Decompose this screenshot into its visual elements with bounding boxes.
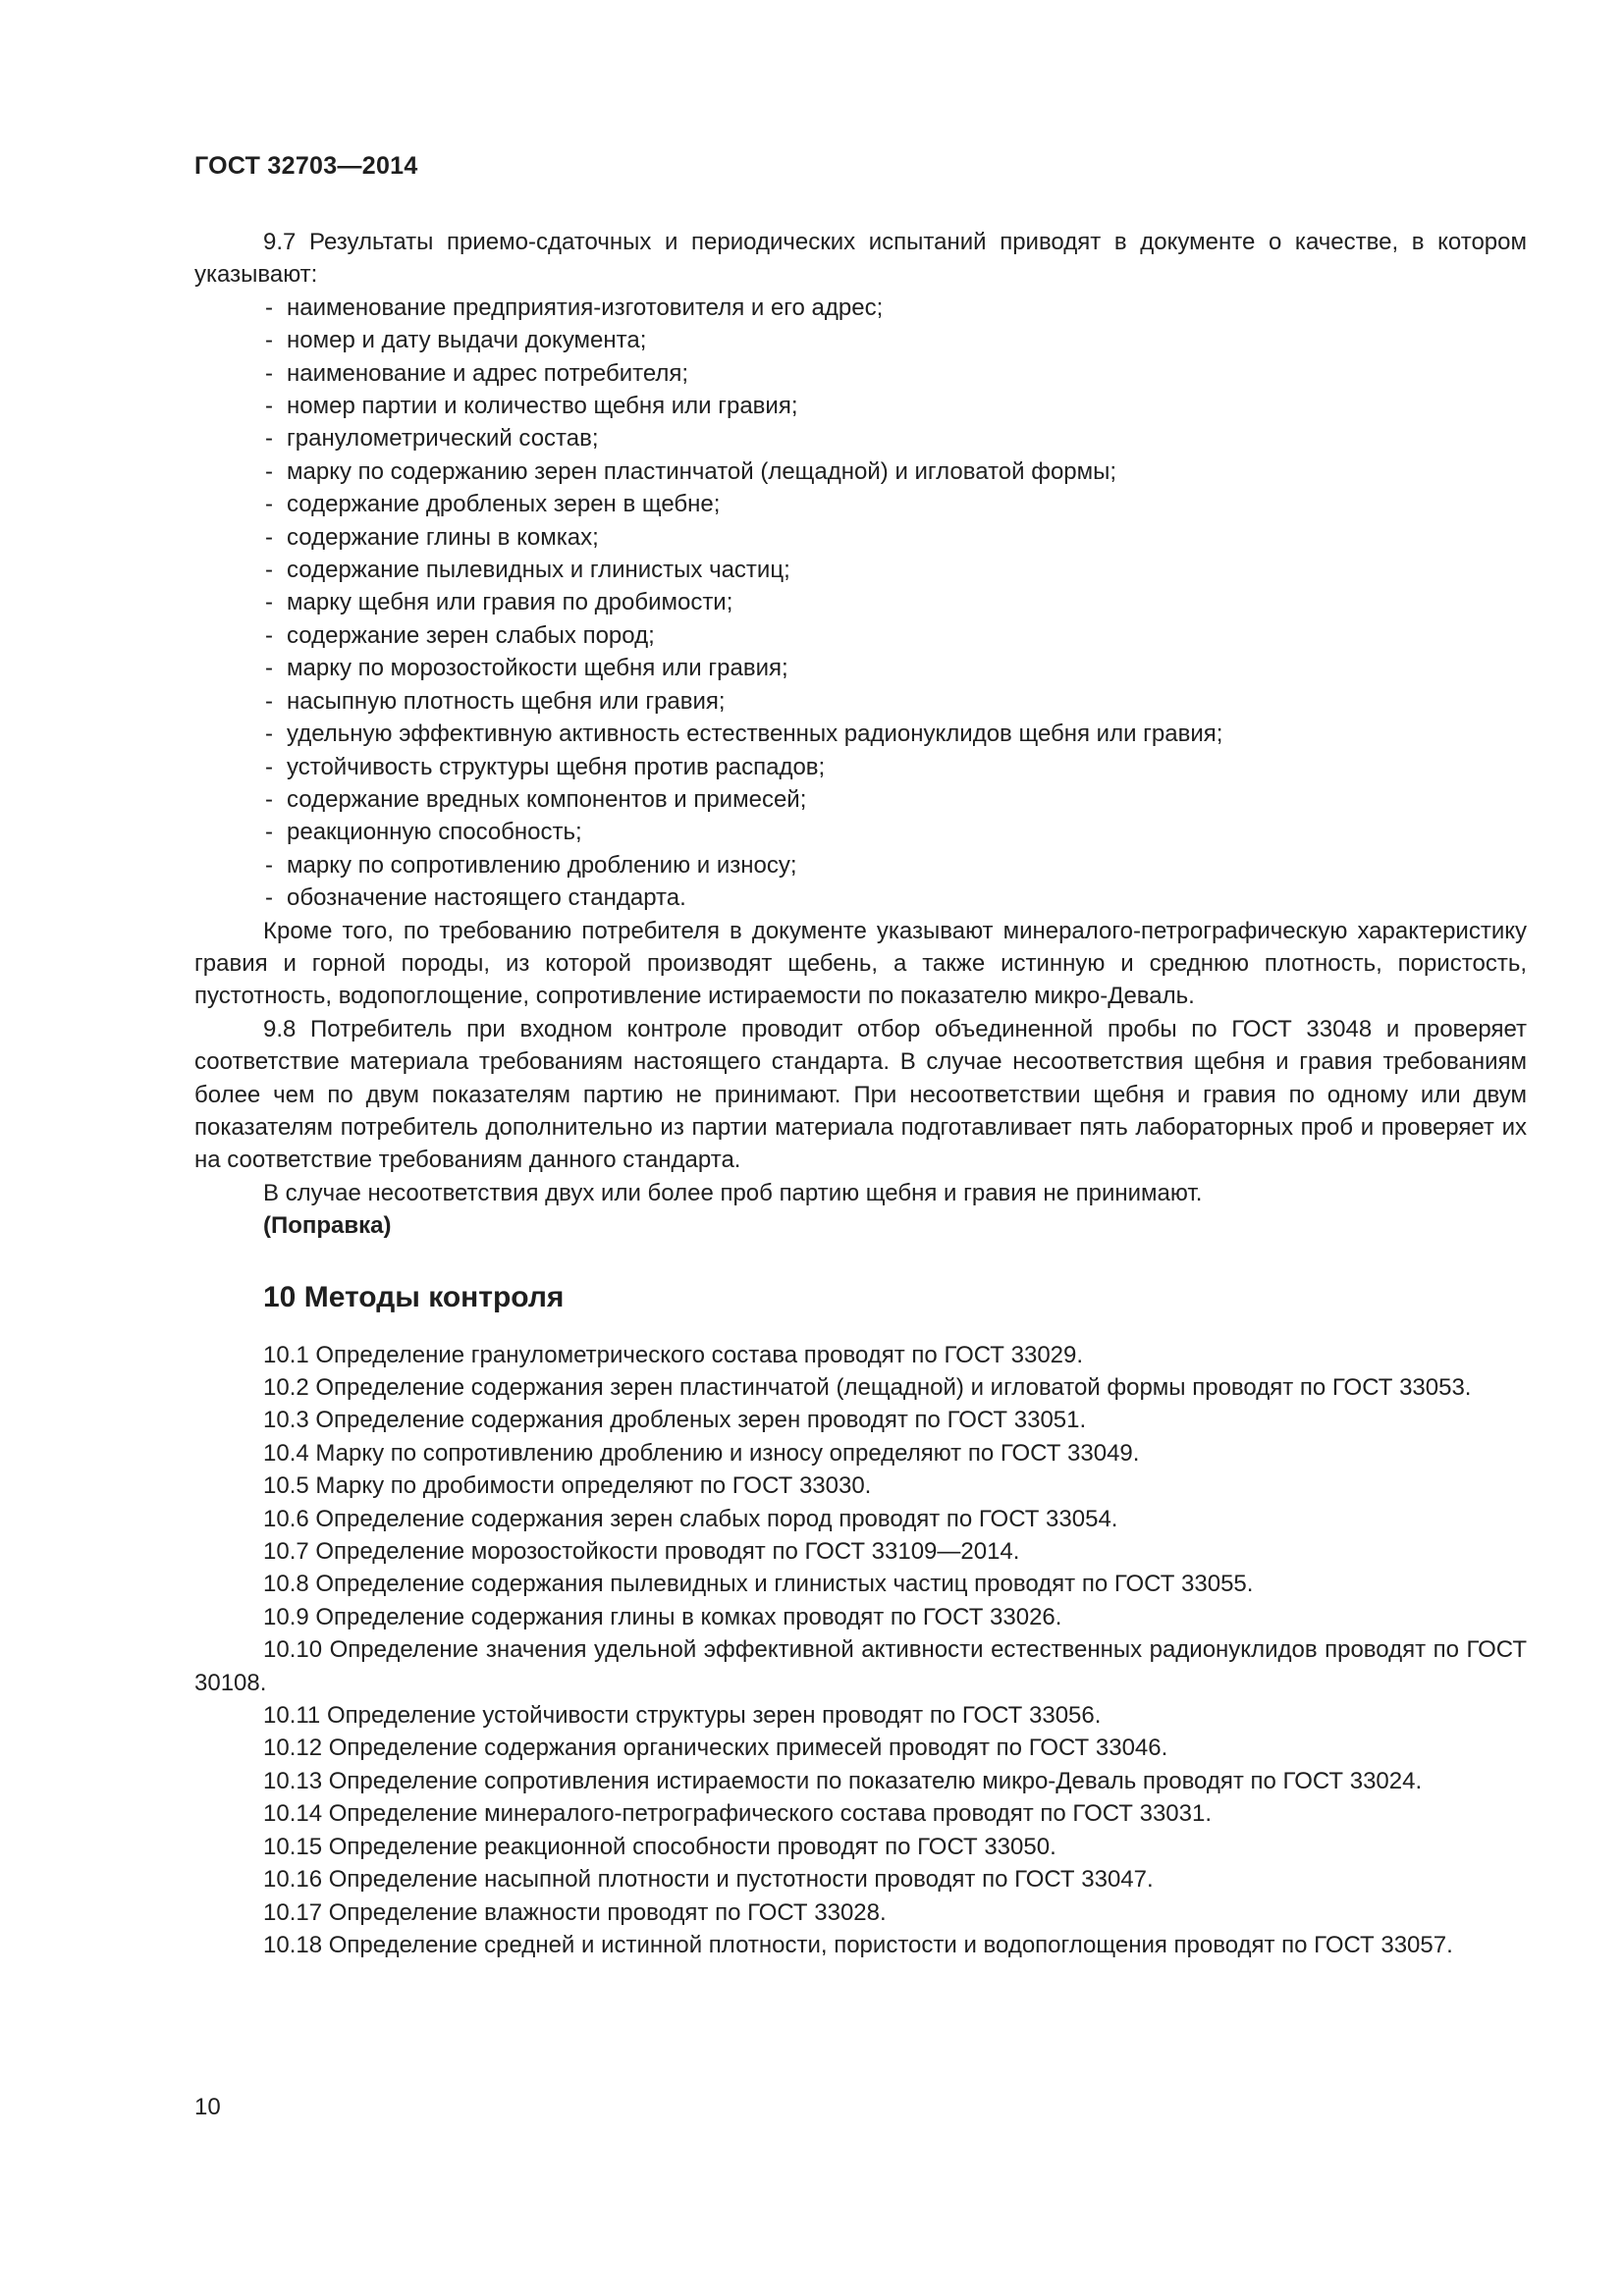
- list-item: - содержание дробленых зерен в щебне;: [265, 491, 721, 518]
- page-content: [194, 226, 1527, 1961]
- method-item: 10.6 Определение содержания зерен слабых пород проводят по ГОСТ 33054.: [263, 1505, 1118, 1532]
- method-item: 10.8 Определение содержания пылевидных и глинистых частиц проводят по ГОСТ 33055.: [263, 1571, 1254, 1598]
- method-item: 10.15 Определение реакционной способности проводят по ГОСТ 33050.: [263, 1833, 1056, 1860]
- section-10-title: 10 Методы контроля: [263, 1280, 565, 1313]
- list-item: - наименование предприятия-изготовителя и его адрес;: [265, 294, 884, 321]
- method-item: 10.17 Определение влажности проводят по ГОСТ 33028.: [263, 1898, 887, 1926]
- method-item: 10.4 Марку по сопротивлению дроблению и износу определяют по ГОСТ 33049.: [263, 1439, 1140, 1467]
- list-item: - гранулометрический состав;: [265, 425, 599, 453]
- method-item: 10.2 Определение содержания зерен пластинчатой (лещадной) и игловатой формы проводят по ГОСТ 33053.: [263, 1374, 1472, 1401]
- page-number: 10: [194, 2094, 221, 2120]
- amendment-note: (Поправка): [263, 1212, 392, 1240]
- list-item: - содержание вредных компонентов и примесей;: [265, 785, 807, 813]
- method-item: 10.16 Определение насыпной плотности и пустотности проводят по ГОСТ 33047.: [263, 1866, 1154, 1894]
- list-item: - наименование и адрес потребителя;: [265, 359, 689, 387]
- section-9-8-text2: В случае несоответствия двух или более проб партию щебня и гравия не принимают.: [263, 1179, 1203, 1206]
- method-item: 10.1 Определение гранулометрического состава проводят по ГОСТ 33029.: [263, 1341, 1084, 1368]
- list-item: - обозначение настоящего стандарта.: [265, 884, 686, 912]
- list-item: - номер и дату выдачи документа;: [265, 327, 647, 354]
- method-item: 10.10 Определение значения удельной эффективной активности естественных радионуклидов проводят по ГОСТ 30108.: [194, 1636, 1527, 1696]
- quality-document-list: [194, 292, 1527, 915]
- list-item: - марку щебня или гравия по дробимости;: [265, 589, 733, 616]
- method-item: 10.7 Определение морозостойкости проводят по ГОСТ 33109—2014.: [263, 1538, 1020, 1566]
- section-9-7-additional: Кроме того, по требованию потребителя в документе указывают минералого-петрографическую характеристику гравия и горной породы, из которой производят щебень, а также истинную и среднюю плотность, пористость, пустотность, водопоглощение, сопротивление истираемости по показателю микро-Деваль.: [194, 917, 1527, 1010]
- section-9-8-text: 9.8 Потребитель при входном контроле проводит отбор объединенной пробы по ГОСТ 33048 и проверяет соответствие материала требованиям настоящего стандарта. В случае несоответствия щебня и гравия требованиям более чем по двум показателям партию не принимают. При несоответствии щебня и гравия по одному или двум показателям потребитель дополнительно из партии материала подготавливает пять лабораторных проб и проверяет их на соответствие требованиям данного стандарта.: [194, 1015, 1527, 1174]
- method-item: 10.5 Марку по дробимости определяют по ГОСТ 33030.: [263, 1472, 872, 1500]
- standard-header: ГОСТ 32703—2014: [194, 152, 418, 180]
- list-item: - устойчивость структуры щебня против распадов;: [265, 753, 826, 780]
- method-item: 10.13 Определение сопротивления истираемости по показателю микро-Деваль проводят по ГОСТ 33024.: [263, 1767, 1423, 1794]
- method-item: 10.3 Определение содержания дробленых зерен проводят по ГОСТ 33051.: [263, 1407, 1087, 1434]
- section-9-7-intro: 9.7 Результаты приемо-сдаточных и периодических испытаний приводят в документе о качестве, в котором указывают:: [194, 229, 1527, 289]
- list-item: - удельную эффективную активность естественных радионуклидов щебня или гравия;: [265, 721, 1223, 748]
- list-item: - марку по морозостойкости щебня или гравия;: [265, 655, 788, 682]
- method-item: 10.11 Определение устойчивости структуры зерен проводят по ГОСТ 33056.: [263, 1702, 1102, 1730]
- list-item: - номер партии и количество щебня или гравия;: [265, 393, 798, 420]
- list-item: - марку по содержанию зерен пластинчатой (лещадной) и игловатой формы;: [265, 457, 1117, 485]
- method-item: 10.12 Определение содержания органических примесей проводят по ГОСТ 33046.: [263, 1735, 1168, 1762]
- list-item: - насыпную плотность щебня или гравия;: [265, 687, 726, 715]
- method-item: 10.14 Определение минералого-петрографического состава проводят по ГОСТ 33031.: [263, 1800, 1213, 1828]
- list-item: - реакционную способность;: [265, 819, 582, 846]
- list-item: - содержание зерен слабых пород;: [265, 621, 655, 649]
- method-item: 10.18 Определение средней и истинной плотности, пористости и водопоглощения проводят по ГОСТ 33057.: [263, 1931, 1453, 1958]
- list-item: - марку по сопротивлению дроблению и износу;: [265, 851, 797, 879]
- list-item: - содержание пылевидных и глинистых частиц;: [265, 557, 790, 584]
- control-methods-list: [194, 1339, 1527, 1962]
- method-item: 10.9 Определение содержания глины в комках проводят по ГОСТ 33026.: [263, 1603, 1062, 1630]
- list-item: - содержание глины в комках;: [265, 523, 599, 551]
